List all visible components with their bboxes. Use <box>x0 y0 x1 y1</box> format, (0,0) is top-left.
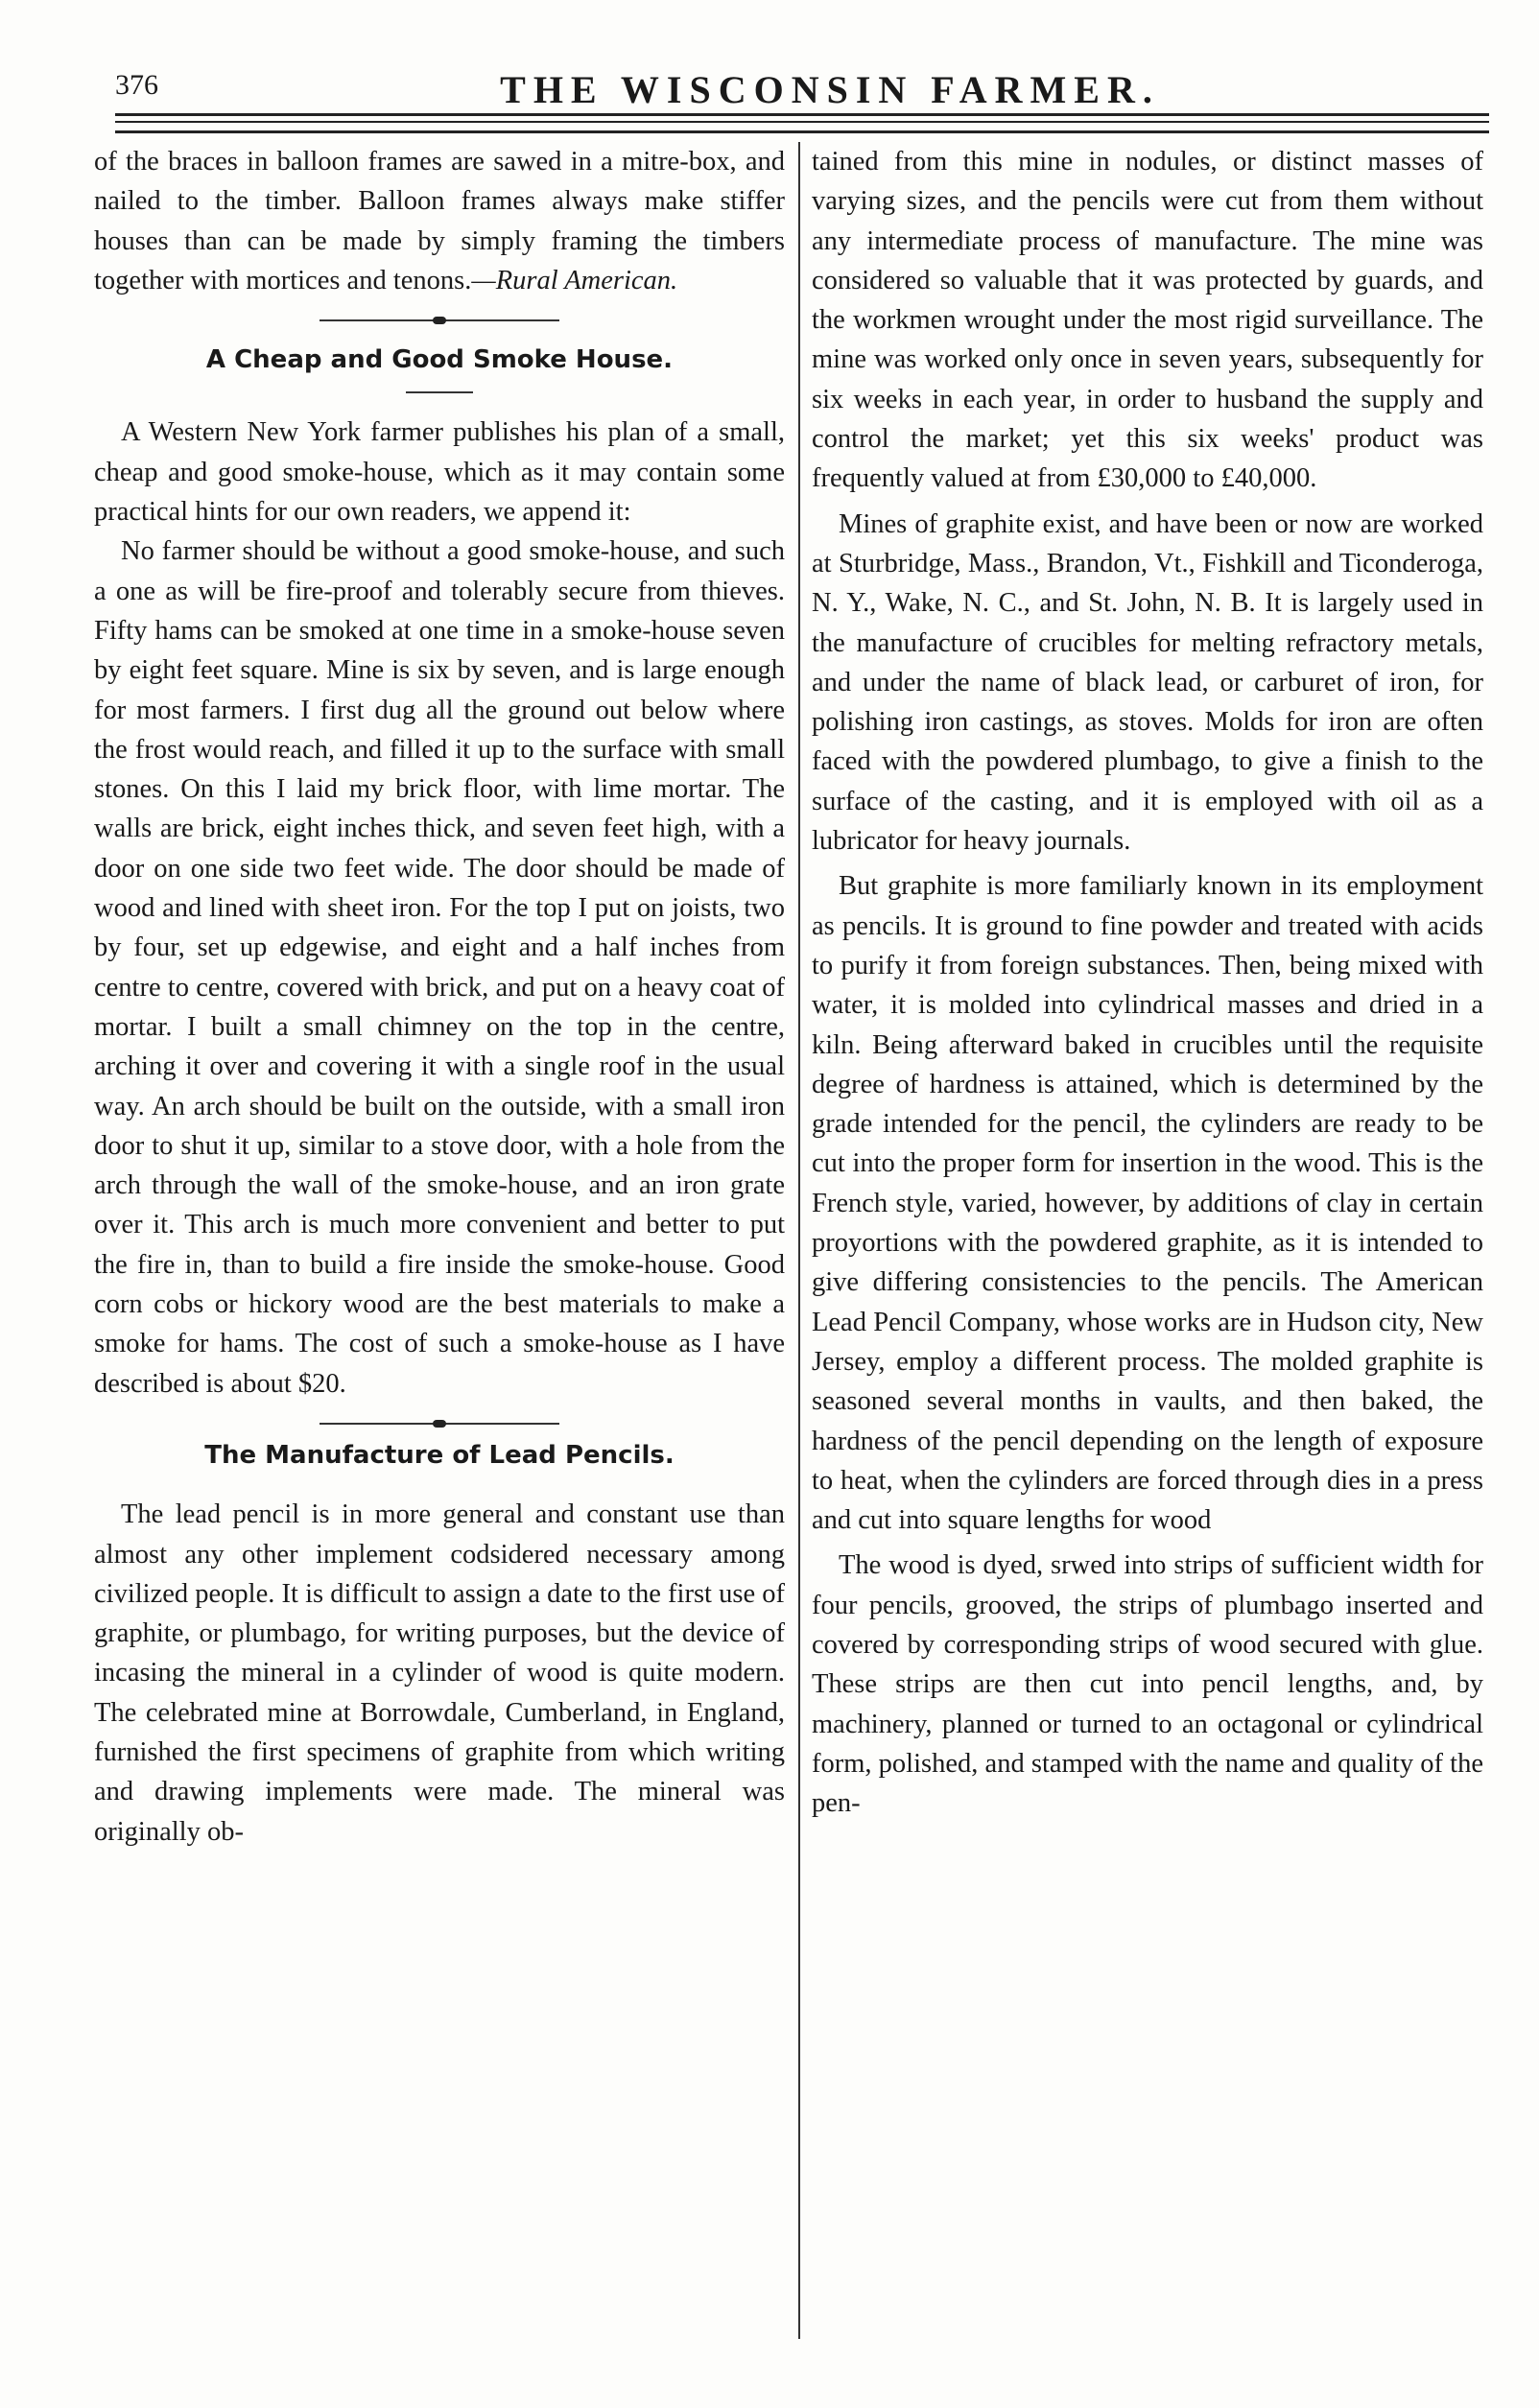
header-rule-top <box>115 113 1489 116</box>
smoke-house-paragraph-1: A Western New York farmer publishes his plan of a small, cheap and good smoke-house, which as it may contain some practical hints for our own readers, we append it: <box>94 417 785 528</box>
pencils-paragraph-2: tained from this mine in nodules, or distinct masses of varying sizes, and the pencils were cut from them without any intermediate process of manufacture. The mine was considered so valuable that it was protected by guards, and the workmen wrought under the most rigid surveillance. The mine was worked only once in seven years, subsequently for six weeks in each year, in order to husband the supply and control the market; yet this six weeks' product was frequently valued at from £30,000 to £40,000. <box>812 147 1483 494</box>
left-column <box>94 142 785 1852</box>
section-divider <box>320 1423 559 1425</box>
pencils-paragraph-1: The lead pencil is in more general and constant use than almost any other implement codsidered necessary among civilized people. It is difficult to assign a date to the first use of graphite, or plumbago, for writing purposes, but the device of incasing the mineral in a cylinder of wood is quite modern. The celebrated mine at Borrowdale, Cumberland, in England, furnished the first specimens of graphite from which writing and drawing implements were made. The mineral was originally ob- <box>94 1499 785 1847</box>
intro-attribution: —Rural American. <box>471 265 678 295</box>
pencils-paragraph-3: Mines of graphite exist, and have been or now are worked at Sturbridge, Mass., Brandon, Vt., Fishkill and Ticonderoga, N. Y., Wake, N. C., and St. John, N. B. It is largely used in the manufacture of crucibles for melting refractory metals, and under the name of black lead, or carburet of iron, for polishing iron castings, as stoves. Molds for iron are often faced with the powdered plumbago, to give a finish to the surface of the casting, and it is employed with oil as a lubricator for heavy journals. <box>812 508 1483 857</box>
page-number: 376 <box>115 69 158 101</box>
pencils-paragraph-5: The wood is dyed, srwed into strips of sufficient width for four pencils, grooved, the strips of plumbago inserted and covered by corresponding strips of wood secured with glue. These strips are then cut into pencil lengths, and, by machinery, planned or turned to an octagonal or cylindrical form, polished, and stamped with the name and quality of the pen- <box>812 1550 1483 1819</box>
pencils-paragraph-4: But graphite is more familiarly known in its employment as pencils. It is ground to fine powder and treated with acids to purify it from foreign substances. Then, being mixed with water, it is molded into cylindrical masses and dried in a kiln. Being afterward baked in crucibles until the requisite degree of hardness is attained, which is determined by the grade intended for the pencil, the cylinders are ready to be cut into the proper form for insertion in the wood. This is the French style, varied, however, by additions of clay in certain proyortions with the powdered graphite, as it is intended to give differing consistencies to the pencils. The American Lead Pencil Company, whose works are in Hudson city, New Jersey, employ a different process. The molded graphite is seasoned several months in vaults, and then baked, the hardness of the pencil depending on the length of exposure to heat, when the cylinders are forced through dies in a press and cut into square lengths for wood <box>812 871 1483 1536</box>
page-header <box>115 59 1487 117</box>
intro-paragraph <box>94 142 785 300</box>
intro-text: of the braces in balloon frames are sawed in a mitre-box, and nailed to the timber. Balloon frames always make stiffer houses than can be made by simply framing the timbers together with mortices and tenons. <box>94 147 785 295</box>
right-column <box>812 142 1483 1823</box>
header-rule-middle <box>115 121 1489 123</box>
column-divider <box>798 142 800 2339</box>
smoke-house-heading: A Cheap and Good Smoke House. <box>205 345 674 375</box>
section-divider <box>320 319 559 321</box>
smoke-house-paragraph-2: No farmer should be without a good smoke-house, and such a one as will be fire-proof and tolerably secure from thieves. Fifty hams can be smoked at one time in a smoke-house seven by eight feet square. Mine is six by seven, and is large enough for most farmers. I first dug all the ground out below where the frost would reach, and filled it up to the surface with small stones. On this I laid my brick floor, with lime mortar. The walls are brick, eight inches thick, and seven feet high, with a door on one side two feet wide. The door should be made of wood and lined with sheet iron. For the top I put on joists, two by four, set up edgewise, and eight and a half inches from centre to centre, covered with brick, and put on a heavy coat of mortar. I built a small chimney on the top in the centre, arching it over and covering it with a single roof in the usual way. An arch should be built on the outside, with a small iron door to shut it up, similar to a stove door, with a hole from the arch through the wall of the smoke-house, and an iron grate over it. This arch is much more convenient and better to put the fire in, than to build a fire inside the smoke-house. Good corn cobs or hickory wood are the best materials to make a smoke for hams. The cost of such a smoke-house as I have described is about $20. <box>94 536 785 1399</box>
header-rule-bottom <box>115 130 1489 133</box>
publication-title: THE WISCONSIN FARMER. <box>500 68 1160 111</box>
pencils-heading: The Manufacture of Lead Pencils. <box>204 1440 675 1470</box>
